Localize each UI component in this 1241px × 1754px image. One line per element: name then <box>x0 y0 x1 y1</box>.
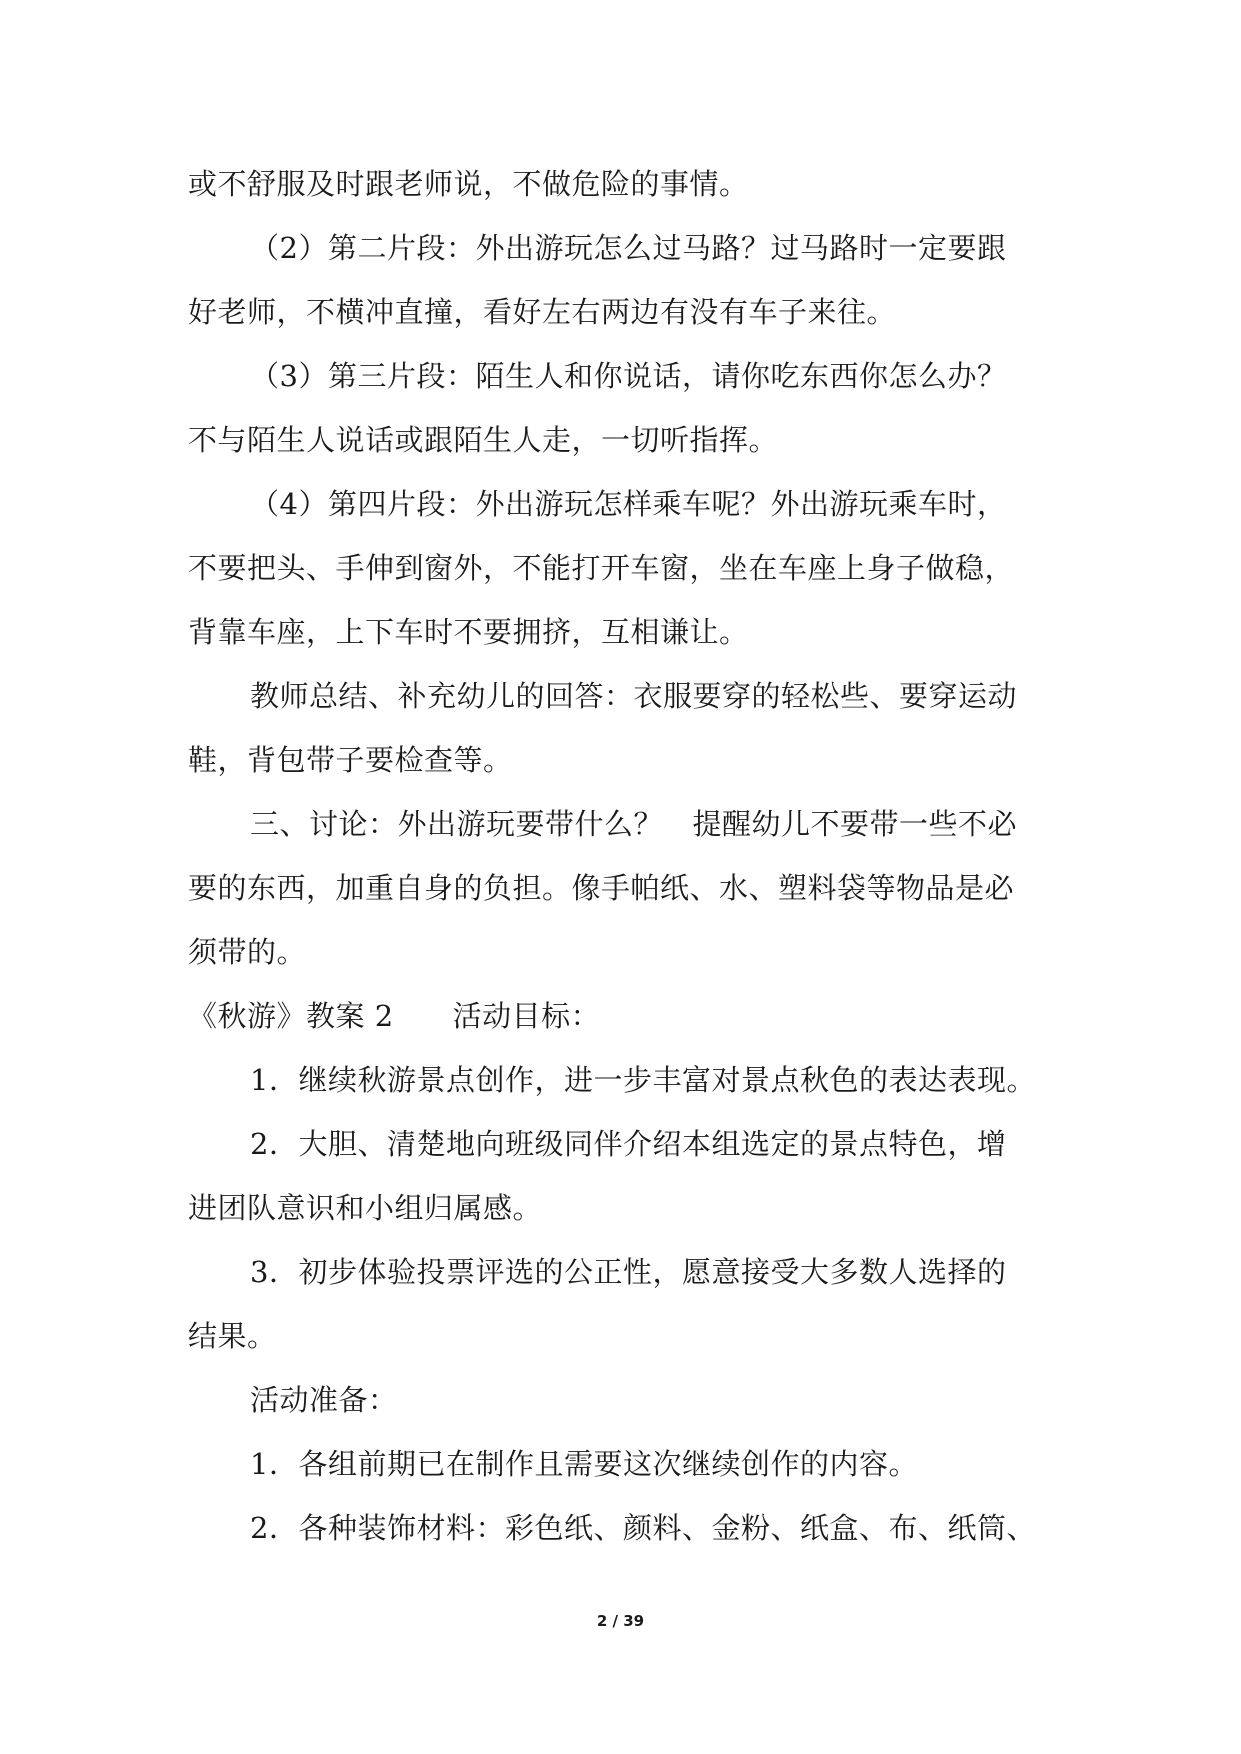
text-line: 3．初步体验投票评选的公正性，愿意接受大多数人选择的 <box>250 1255 1007 1289</box>
text-line: 结果。 <box>188 1319 277 1353</box>
text-line: （4）第四片段：外出游玩怎样乘车呢？外出游玩乘车时， <box>250 487 1007 521</box>
text-line: 背靠车座，上下车时不要拥挤，互相谦让。 <box>188 615 749 649</box>
text-line: 活动准备： <box>250 1383 398 1417</box>
section-heading: 《秋游》教案 2 活动目标： <box>188 999 601 1033</box>
text-line: 或不舒服及时跟老师说，不做危险的事情。 <box>188 167 749 201</box>
text-line: 不要把头、手伸到窗外，不能打开车窗，坐在车座上身子做稳， <box>188 551 1015 585</box>
text-line: 1．继续秋游景点创作，进一步丰富对景点秋色的表达表现。 <box>250 1063 1036 1097</box>
text-line: （2）第二片段：外出游玩怎么过马路？过马路时一定要跟 <box>250 231 1007 265</box>
page-number: 2 / 39 <box>596 1612 645 1630</box>
text-line: 要的东西，加重自身的负担。像手帕纸、水、塑料袋等物品是必 <box>188 871 1015 905</box>
text-line: 好老师，不横冲直撞，看好左右两边有没有车子来往。 <box>188 295 897 329</box>
text-line: 教师总结、补充幼儿的回答：衣服要穿的轻松些、要穿运动 <box>250 679 1018 713</box>
text-line: 不与陌生人说话或跟陌生人走，一切听指挥。 <box>188 423 779 457</box>
text-line: 2．各种装饰材料：彩色纸、颜料、金粉、纸盒、布、纸筒、 <box>250 1511 1036 1545</box>
text-line: 2．大胆、清楚地向班级同伴介绍本组选定的景点特色，增 <box>250 1127 1007 1161</box>
text-line: 进团队意识和小组归属感。 <box>188 1191 543 1225</box>
text-line: 1．各组前期已在制作且需要这次继续创作的内容。 <box>250 1447 918 1481</box>
text-line: 鞋，背包带子要检查等。 <box>188 743 513 777</box>
text-line: 须带的。 <box>188 935 307 969</box>
text-line: 三、讨论：外出游玩要带什么？ 提醒幼儿不要带一些不必 <box>250 807 1018 841</box>
text-line: （3）第三片段：陌生人和你说话，请你吃东西你怎么办？ <box>250 359 1007 393</box>
